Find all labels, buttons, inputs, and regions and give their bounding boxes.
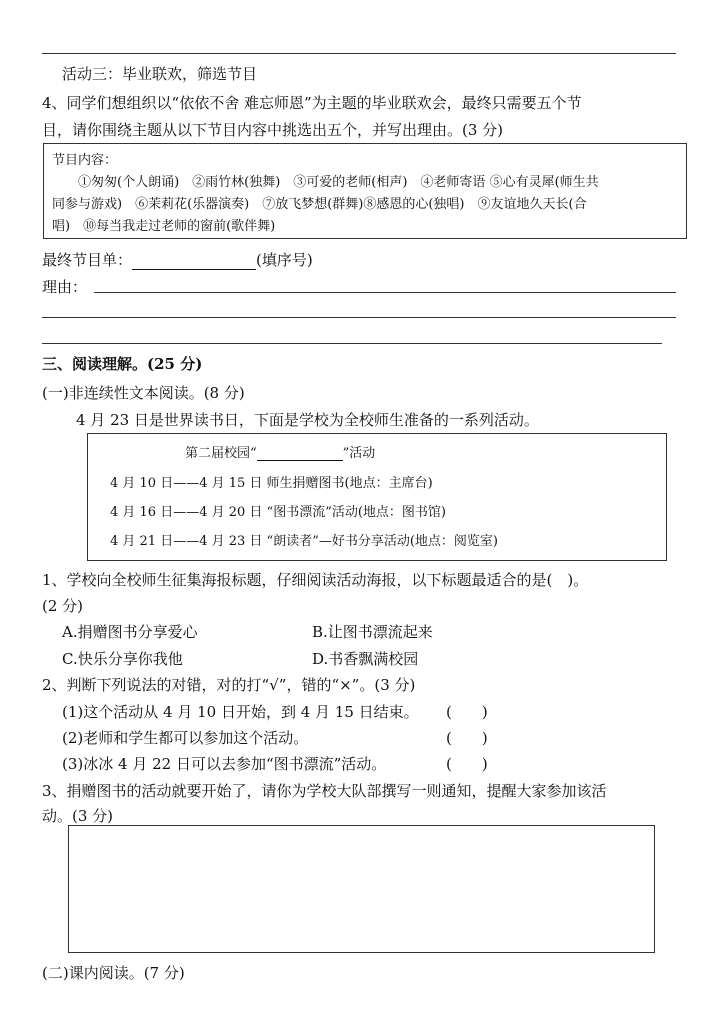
poster-row-1: 4 月 10 日——4 月 15 日 师生捐赠图书(地点：主席台) xyxy=(110,476,433,491)
notice-answer-box[interactable] xyxy=(68,825,655,953)
q4-line1: 4、同学们想组织以“依依不舍 难忘师恩”为主题的毕业联欢会，最终只需要五个节 xyxy=(42,94,582,112)
poster-title xyxy=(185,442,375,461)
part2-title: (二)课内阅读。(7 分) xyxy=(42,964,185,982)
program-box-label: 节目内容： xyxy=(52,153,118,168)
program-box-line3: 唱) ⑩每当我走过老师的窗前(歌伴舞) xyxy=(52,219,276,234)
poster-title-pre: 第二届校园“ xyxy=(185,446,257,461)
q1-option-c[interactable]: C.快乐分享你我他 xyxy=(62,650,183,668)
q3-line1: 3、捐赠图书的活动就要开始了，请你为学校大队部撰写一则通知，提醒大家参加该活 xyxy=(42,782,607,800)
program-box xyxy=(43,143,687,239)
final-program-hint: (填序号) xyxy=(256,251,313,269)
q1-option-b[interactable]: B.让图书漂流起来 xyxy=(312,623,433,641)
q2-answer-3[interactable]: ( ) xyxy=(446,755,488,773)
q3-line2: 动。(3 分) xyxy=(42,807,114,825)
reading-intro: 4 月 23 日是世界读书日，下面是学校为全校师生准备的一系列活动。 xyxy=(76,411,539,429)
poster-row-3: 4 月 21 日——4 月 23 日 “朗读者”—好书分享活动(地点：阅览室) xyxy=(110,534,498,549)
activity-poster xyxy=(87,433,667,561)
q1-option-a[interactable]: A.捐赠图书分享爱心 xyxy=(62,623,198,641)
q2-statement-1: (1)这个活动从 4 月 10 日开始，到 4 月 15 日结束。 xyxy=(62,703,419,721)
q1-line2: (2 分) xyxy=(42,597,84,615)
q4-line2: 目，请你围绕主题从以下节目内容中挑选出五个，并写出理由。(3 分) xyxy=(42,121,504,139)
q2-line: 2、判断下列说法的对错，对的打“√”，错的“×”。(3 分) xyxy=(42,676,416,694)
q2-answer-2[interactable]: ( ) xyxy=(446,729,488,747)
part1-title: (一)非连续性文本阅读。(8 分) xyxy=(42,384,245,402)
program-box-line2: 同参与游戏) ⑥茉莉花(乐器演奏) ⑦放飞梦想(群舞)⑧感恩的心(独唱) ⑨友谊地久天长(合 xyxy=(52,197,587,212)
poster-title-blank[interactable] xyxy=(257,446,343,461)
q2-statement-3: (3)冰冰 4 月 22 日可以去参加“图书漂流”活动。 xyxy=(62,755,387,773)
final-program-blank[interactable] xyxy=(132,252,256,270)
reason-line-1[interactable] xyxy=(94,292,676,293)
reason-line-2[interactable] xyxy=(42,317,676,318)
top-divider xyxy=(42,53,676,54)
reason-label: 理由： xyxy=(42,278,88,296)
final-program-row xyxy=(42,249,313,270)
q1-option-d[interactable]: D.书香飘满校园 xyxy=(312,650,419,668)
q2-answer-1[interactable]: ( ) xyxy=(446,703,488,721)
q1-line1: 1、学校向全校师生征集海报标题，仔细阅读活动海报，以下标题最适合的是( )。 xyxy=(42,571,589,589)
final-program-label: 最终节目单： xyxy=(42,251,133,269)
program-box-line1: ①匆匆(个人朗诵) ②雨竹林(独舞) ③可爱的老师(相声) ④老师寄语 ⑤心有灵犀(师生共 xyxy=(78,175,599,190)
activity3-title: 活动三：毕业联欢，筛选节目 xyxy=(62,65,258,83)
section3-heading: 三、阅读理解。(25 分) xyxy=(42,355,203,373)
reason-line-3[interactable] xyxy=(42,343,662,344)
q2-statement-2: (2)老师和学生都可以参加这个活动。 xyxy=(62,729,309,747)
poster-title-post: ”活动 xyxy=(342,446,376,461)
poster-row-2: 4 月 16 日——4 月 20 日 “图书漂流”活动(地点：图书馆) xyxy=(110,505,446,520)
